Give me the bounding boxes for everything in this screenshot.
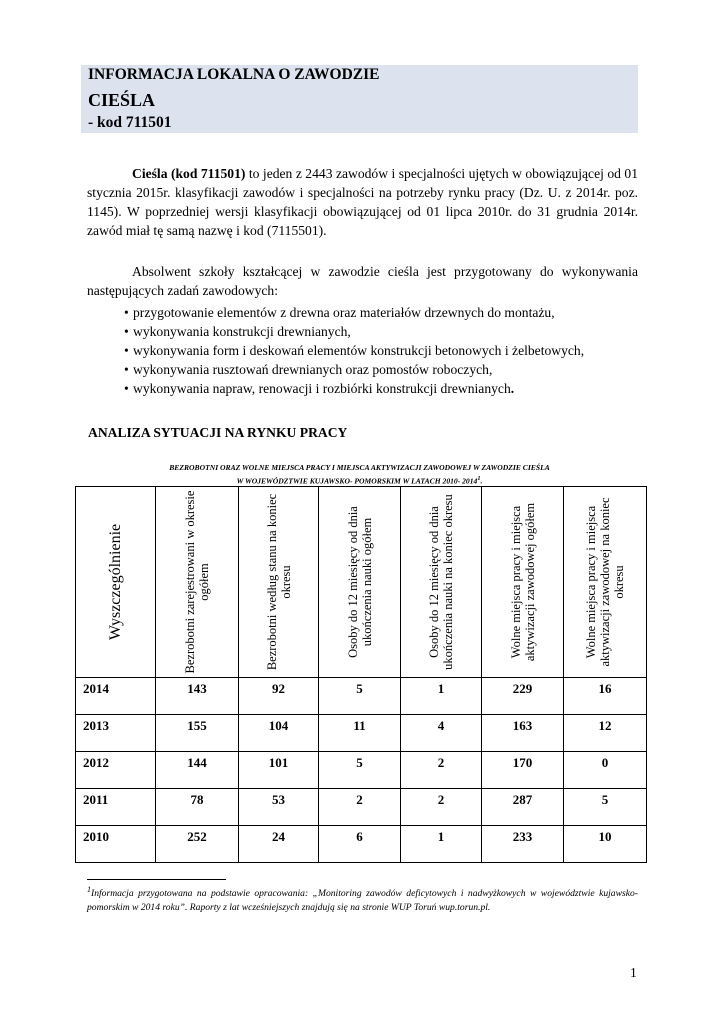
bullet-icon: • <box>124 305 129 320</box>
table-row: 2012 144 101 5 2 170 0 <box>76 752 647 789</box>
footnote-ref: 1 <box>477 475 481 482</box>
occupation-name: CIEŚLA <box>88 90 156 110</box>
header-cell: Bezrobotni zarejestrowani w okresie ogółem <box>156 487 239 678</box>
intro-text: to jeden z 2443 zawodów i specjalności ujętych w obowiązującej od 01 stycznia 2015r. klasyfikacji zawodów i specjalności na potrzeby rynku pracy (Dz. U. z 2014r. poz. 1145). W poprzedniej wersji klasyfikacji obowiązującej od 01 lipca 2010r. do 31 grudnia 2014r. zawód miał tę samą nazwę i kod (7115501). <box>87 166 638 238</box>
section-heading: ANALIZA SYTUACJI NA RYNKU PRACY <box>88 425 348 440</box>
header-cell: Osoby do 12 miesięcy od dnia ukończenia nauki na koniec okresu <box>401 487 482 678</box>
footnote-text: Informacja przygotowana na podstawie opracowania: „Monitoring zawodów deficytowych i nadwyżkowych w województwie kujawsko-pomorskim w 2014 roku”. Raporty z lat wcześniejszych znajdują się na stronie WUP Toruń wup.torun.pl. <box>87 888 638 914</box>
list-item: • wykonywania napraw, renowacji i rozbiórki konstrukcji drewnianych. <box>124 381 515 396</box>
occupation-code: - kod 711501 <box>88 114 172 131</box>
bullet-icon: • <box>124 343 129 358</box>
table-row: 2010 252 24 6 1 233 10 <box>76 826 647 863</box>
table-row: 2014 143 92 5 1 229 16 <box>76 678 647 715</box>
intro-paragraph <box>87 164 638 240</box>
footnote <box>87 883 638 915</box>
intro-bold-lead: Cieśla (kod 711501) <box>132 166 246 181</box>
table-header-row <box>76 487 647 678</box>
table-caption: BEZROBOTNI ORAZ WOLNE MIEJSCA PRACY I MIEJSCA AKTYWIZACJI ZAWODOWEJ W ZAWODZIE CIEŚLA W WOJEWÓDZTWIE KUJAWSKO- POMORSKIM W LATACH 2010- 2014$^1$. <box>169 463 550 486</box>
page-number: 1 <box>630 965 637 980</box>
footnote-divider <box>87 879 226 880</box>
header-cell: Osoby do 12 miesięcy od dnia ukończenia nauki ogółem <box>319 487 401 678</box>
list-item: • przygotowanie elementów z drewna oraz materiałów drzewnych do montażu, <box>124 305 555 320</box>
list-item: • wykonywania form i deskowań elementów konstrukcji betonowych i żelbetowych, <box>124 343 585 358</box>
graduate-paragraph <box>87 262 638 300</box>
header-cell: Wyszczególnienie <box>76 487 156 678</box>
bullet-icon: • <box>124 324 129 339</box>
data-table <box>75 486 647 863</box>
header-cell: Wolne miejsca pracy i miejsca aktywizacji zawodowej ogółem <box>482 487 564 678</box>
task-list <box>124 303 584 398</box>
list-item: • wykonywania rusztowań drewnianych oraz pomostów roboczych, <box>124 362 493 377</box>
document-title: INFORMACJA LOKALNA O ZAWODZIE <box>88 66 380 83</box>
list-item: • wykonywania konstrukcji drewnianych, <box>124 324 351 339</box>
footnote-mark: 1 <box>87 885 91 894</box>
table-row: 2013 155 104 11 4 163 12 <box>76 715 647 752</box>
graduate-text: Absolwent szkoły kształcącej w zawodzie cieśla jest przygotowany do wykonywania następujących zadań zawodowych: <box>87 264 638 298</box>
bullet-icon: • <box>124 362 129 377</box>
table-row: 2011 78 53 2 2 287 5 <box>76 789 647 826</box>
header-cell: Bezrobotni według stanu na koniec okresu <box>239 487 319 678</box>
bullet-icon: • <box>124 381 129 396</box>
header-cell: Wolne miejsca pracy i miejsca aktywizacji zawodowej na koniec okresu <box>564 487 647 678</box>
